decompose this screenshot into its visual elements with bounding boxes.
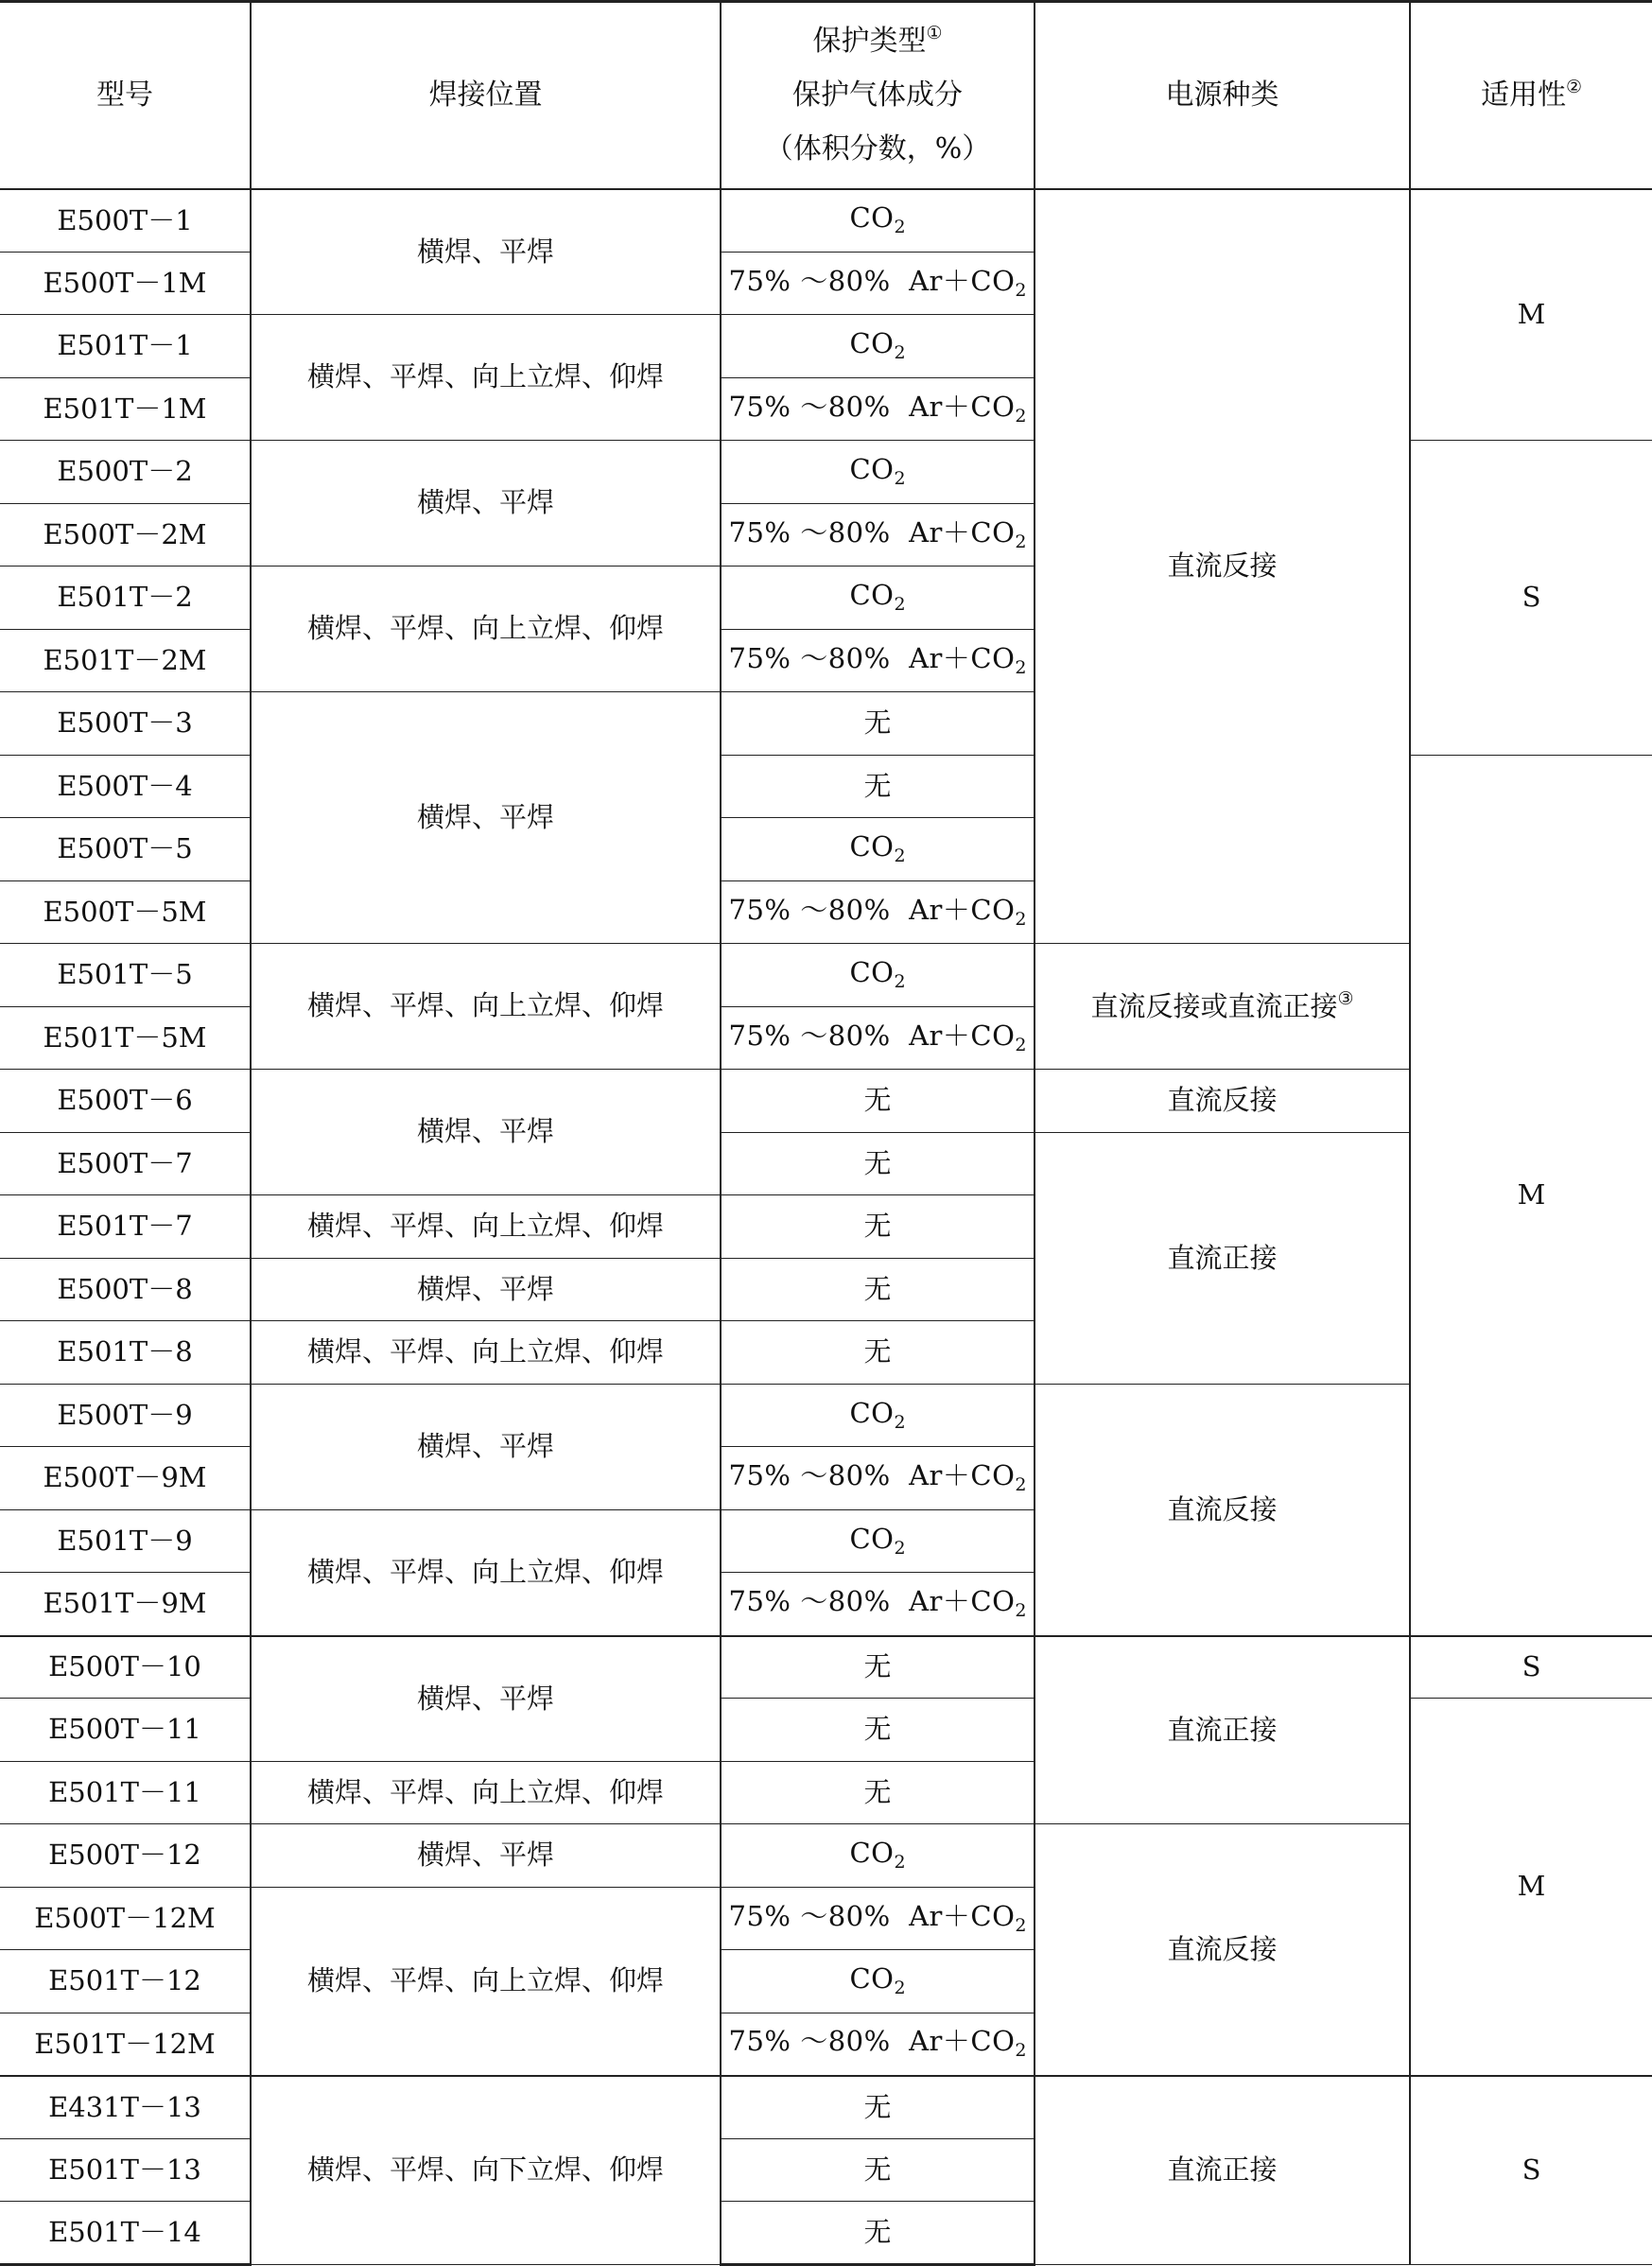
header-usability: 适用性② <box>1410 2 1652 189</box>
usability-cell: M <box>1410 189 1652 441</box>
power-cell: 直流反接 <box>1035 1385 1410 1636</box>
model-cell: E500T－2M <box>0 504 251 566</box>
usability-cell: S <box>1410 1636 1652 1699</box>
position-cell: 横焊、平焊、向上立焊、仰焊 <box>251 1888 721 2076</box>
position-cell: 横焊、平焊、向上立焊、仰焊 <box>251 315 721 441</box>
gas-cell: 无 <box>721 1259 1035 1321</box>
model-cell: E500T－3 <box>0 692 251 756</box>
gas-cell: 75% ～80% $Ar+CO_2$ <box>721 1447 1035 1510</box>
position-cell: 横焊、平焊 <box>251 692 721 944</box>
footnote-1-mark: ① <box>926 23 943 44</box>
gas-cell: $CO_2$ <box>721 818 1035 881</box>
position-cell: 横焊、平焊、向上立焊、仰焊 <box>251 1195 721 1259</box>
usability-cell: S <box>1410 441 1652 756</box>
model-cell: E500T－9 <box>0 1385 251 1447</box>
gas-cell: $CO_2$ <box>721 566 1035 630</box>
gas-cell: 75% ～80% $Ar+CO_2$ <box>721 1573 1035 1636</box>
table-row <box>0 1636 1652 1699</box>
model-cell: E500T－10 <box>0 1636 251 1699</box>
power-cell: 直流正接 <box>1035 2076 1410 2265</box>
header-shielding: 保护类型① 保护气体成分 （体积分数，%） <box>721 2 1035 189</box>
model-cell: E501T－5M <box>0 1007 251 1070</box>
model-cell: E501T－1 <box>0 315 251 378</box>
position-cell: 横焊、平焊 <box>251 189 721 315</box>
model-cell: E501T－12 <box>0 1950 251 2013</box>
position-cell: 横焊、平焊、向上立焊、仰焊 <box>251 1510 721 1636</box>
power-cell: 直流反接 <box>1035 189 1410 944</box>
gas-cell: $CO_2$ <box>721 315 1035 378</box>
model-cell: E500T－5M <box>0 881 251 944</box>
power-cell: 直流正接 <box>1035 1133 1410 1385</box>
table-row <box>0 1070 1652 1133</box>
gas-cell: $CO_2$ <box>721 1385 1035 1447</box>
model-cell: E500T－1M <box>0 253 251 315</box>
model-cell: E501T－5 <box>0 944 251 1007</box>
usability-cell: M <box>1410 756 1652 1636</box>
model-cell: E501T－1M <box>0 378 251 441</box>
usability-cell: S <box>1410 2076 1652 2265</box>
model-cell: E500T－7 <box>0 1133 251 1195</box>
model-cell: E500T－9M <box>0 1447 251 1510</box>
power-cell: 直流反接或直流正接③ <box>1035 944 1410 1070</box>
gas-cell: 无 <box>721 2139 1035 2202</box>
position-cell: 横焊、平焊、向下立焊、仰焊 <box>251 2076 721 2265</box>
gas-cell: 无 <box>721 1321 1035 1385</box>
header-power: 电源种类 <box>1035 2 1410 189</box>
model-cell: E500T－8 <box>0 1259 251 1321</box>
position-cell: 横焊、平焊 <box>251 1070 721 1195</box>
gas-cell: $CO_2$ <box>721 441 1035 504</box>
gas-cell: $CO_2$ <box>721 944 1035 1007</box>
model-cell: E501T－2 <box>0 566 251 630</box>
model-cell: E500T－2 <box>0 441 251 504</box>
gas-cell: 无 <box>721 2076 1035 2139</box>
model-cell: E500T－1 <box>0 189 251 253</box>
table-row <box>0 1824 1652 1888</box>
model-cell: E501T－8 <box>0 1321 251 1385</box>
footnote-2-mark: ② <box>1565 77 1583 98</box>
position-cell: 横焊、平焊 <box>251 441 721 566</box>
position-cell: 横焊、平焊、向上立焊、仰焊 <box>251 566 721 692</box>
power-cell: 直流正接 <box>1035 1636 1410 1824</box>
gas-cell: 75% ～80% $Ar+CO_2$ <box>721 378 1035 441</box>
table-row <box>0 2076 1652 2139</box>
header-position: 焊接位置 <box>251 2 721 189</box>
model-cell: E501T－13 <box>0 2139 251 2202</box>
model-cell: E500T－12 <box>0 1824 251 1888</box>
gas-cell: 75% ～80% $Ar+CO_2$ <box>721 1888 1035 1950</box>
table-row <box>0 1133 1652 1195</box>
footnote-3-mark: ③ <box>1337 988 1354 1010</box>
gas-cell: 无 <box>721 1762 1035 1824</box>
gas-cell: 无 <box>721 756 1035 818</box>
model-cell: E431T－13 <box>0 2076 251 2139</box>
position-cell: 横焊、平焊 <box>251 1824 721 1888</box>
model-cell: E501T－9 <box>0 1510 251 1573</box>
gas-cell: 75% ～80% $Ar+CO_2$ <box>721 630 1035 692</box>
model-cell: E500T－4 <box>0 756 251 818</box>
gas-cell: $CO_2$ <box>721 189 1035 253</box>
power-cell: 直流反接 <box>1035 1824 1410 2076</box>
model-cell: E500T－6 <box>0 1070 251 1133</box>
gas-cell: 无 <box>721 692 1035 756</box>
model-cell: E500T－5 <box>0 818 251 881</box>
gas-cell: 75% ～80% $Ar+CO_2$ <box>721 2013 1035 2076</box>
position-cell: 横焊、平焊、向上立焊、仰焊 <box>251 1762 721 1824</box>
table-header-row <box>0 2 1652 189</box>
model-cell: E501T－12M <box>0 2013 251 2076</box>
gas-cell: 75% ～80% $Ar+CO_2$ <box>721 504 1035 566</box>
gas-cell: 无 <box>721 1636 1035 1699</box>
model-cell: E501T－14 <box>0 2202 251 2265</box>
table-row <box>0 944 1652 1007</box>
table-row <box>0 1385 1652 1447</box>
model-cell: E501T－2M <box>0 630 251 692</box>
position-cell: 横焊、平焊、向上立焊、仰焊 <box>251 944 721 1070</box>
gas-cell: 无 <box>721 1699 1035 1762</box>
position-cell: 横焊、平焊 <box>251 1636 721 1762</box>
power-cell: 直流反接 <box>1035 1070 1410 1133</box>
gas-cell: 无 <box>721 1070 1035 1133</box>
gas-cell: 无 <box>721 1195 1035 1259</box>
table-row <box>0 189 1652 253</box>
model-cell: E500T－12M <box>0 1888 251 1950</box>
gas-cell: $CO_2$ <box>721 1950 1035 2013</box>
gas-cell: $CO_2$ <box>721 1510 1035 1573</box>
model-cell: E501T－7 <box>0 1195 251 1259</box>
gas-cell: 75% ～80% $Ar+CO_2$ <box>721 253 1035 315</box>
gas-cell: 无 <box>721 2202 1035 2265</box>
gas-cell: $CO_2$ <box>721 1824 1035 1888</box>
usability-cell: M <box>1410 1699 1652 2076</box>
model-cell: E501T－9M <box>0 1573 251 1636</box>
model-cell: E501T－11 <box>0 1762 251 1824</box>
gas-cell: 75% ～80% $Ar+CO_2$ <box>721 1007 1035 1070</box>
gas-cell: 75% ～80% $Ar+CO_2$ <box>721 881 1035 944</box>
position-cell: 横焊、平焊 <box>251 1385 721 1510</box>
position-cell: 横焊、平焊 <box>251 1259 721 1321</box>
gas-cell: 无 <box>721 1133 1035 1195</box>
position-cell: 横焊、平焊、向上立焊、仰焊 <box>251 1321 721 1385</box>
model-cell: E500T－11 <box>0 1699 251 1762</box>
header-model: 型号 <box>0 2 251 189</box>
